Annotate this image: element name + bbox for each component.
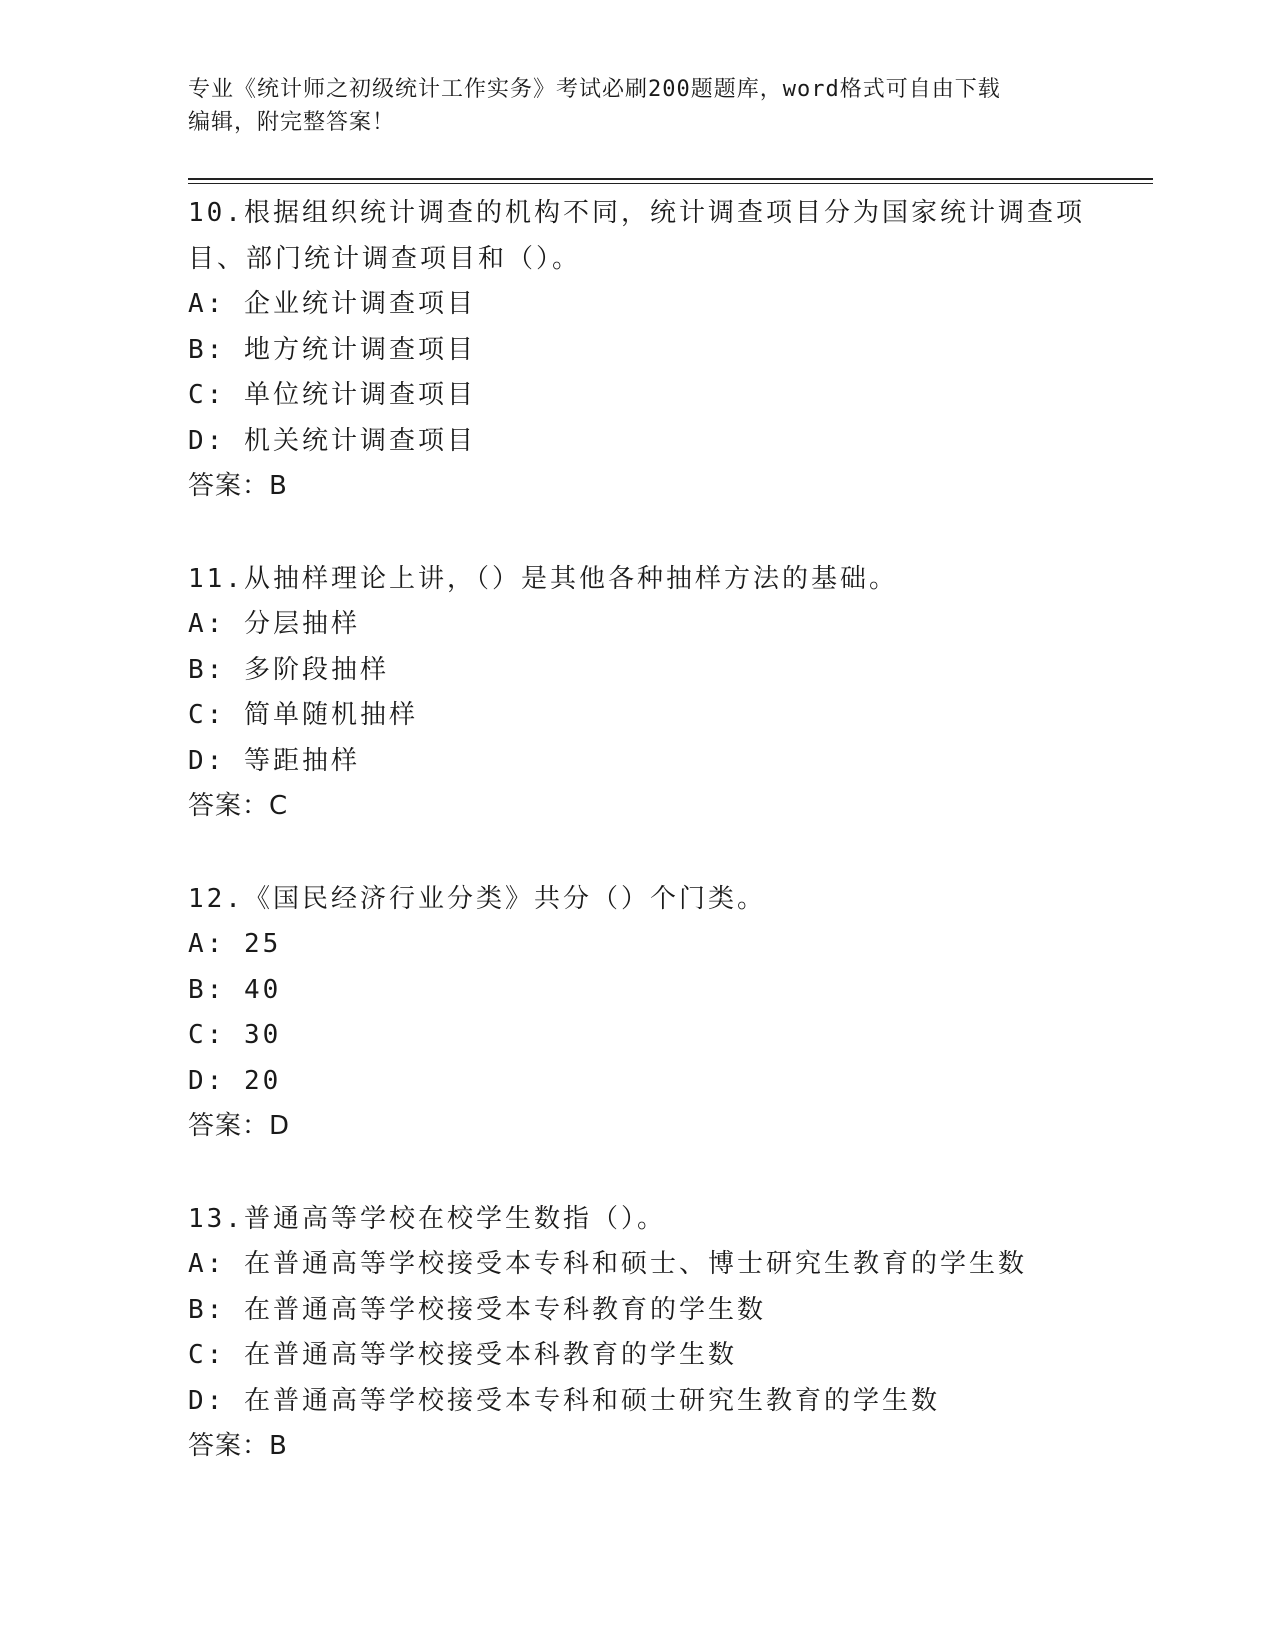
option-d: D: 在普通高等学校接受本专科和硕士研究生教育的学生数 bbox=[188, 1385, 940, 1416]
header-divider-thin bbox=[188, 183, 1153, 184]
question-10 bbox=[188, 191, 1088, 510]
option-d: D: 等距抽样 bbox=[188, 745, 360, 776]
header-line-1: 专业《统计师之初级统计工作实务》考试必刷200题题库，word格式可自由下载 bbox=[188, 77, 1001, 102]
option-d: D: 20 bbox=[188, 1065, 282, 1096]
question-stem-continued: 目、部门统计调查项目和（）。 bbox=[188, 243, 582, 274]
question-12 bbox=[188, 877, 1088, 1150]
option-b: B: 地方统计调查项目 bbox=[188, 334, 476, 365]
option-a: A: 在普通高等学校接受本专科和硕士、博士研究生教育的学生数 bbox=[188, 1249, 1027, 1279]
option-a: A: 分层抽样 bbox=[188, 609, 360, 639]
option-c: C: 简单随机抽样 bbox=[188, 700, 418, 730]
answer-line: 答案：B bbox=[188, 471, 288, 501]
question-13 bbox=[188, 1197, 1088, 1470]
question-stem: 12.《国民经济行业分类》共分（）个门类。 bbox=[188, 883, 766, 914]
option-d: D: 机关统计调查项目 bbox=[188, 425, 476, 456]
option-a: A: 企业统计调查项目 bbox=[188, 289, 476, 319]
option-c: C: 30 bbox=[188, 1020, 282, 1050]
answer-line: 答案：B bbox=[188, 1431, 288, 1461]
answer-line: 答案：D bbox=[188, 1111, 291, 1141]
question-11 bbox=[188, 557, 1088, 830]
option-a: A: 25 bbox=[188, 929, 282, 959]
option-b: B: 在普通高等学校接受本专科教育的学生数 bbox=[188, 1294, 766, 1325]
question-stem: 10.根据组织统计调查的机构不同，统计调查项目分为国家统计调查项 bbox=[188, 198, 1085, 228]
option-b: B: 多阶段抽样 bbox=[188, 654, 389, 685]
question-stem: 13.普通高等学校在校学生数指（）。 bbox=[188, 1203, 666, 1234]
option-c: C: 单位统计调查项目 bbox=[188, 380, 476, 410]
document-header bbox=[188, 73, 1068, 139]
option-c: C: 在普通高等学校接受本科教育的学生数 bbox=[188, 1340, 737, 1370]
question-stem: 11.从抽样理论上讲，（）是其他各种抽样方法的基础。 bbox=[188, 563, 898, 594]
answer-line: 答案：C bbox=[188, 791, 289, 821]
option-b: B: 40 bbox=[188, 974, 282, 1005]
header-line-2: 编辑，附完整答案！ bbox=[188, 110, 396, 135]
question-list bbox=[188, 191, 1088, 1517]
header-divider-thick bbox=[188, 178, 1153, 180]
